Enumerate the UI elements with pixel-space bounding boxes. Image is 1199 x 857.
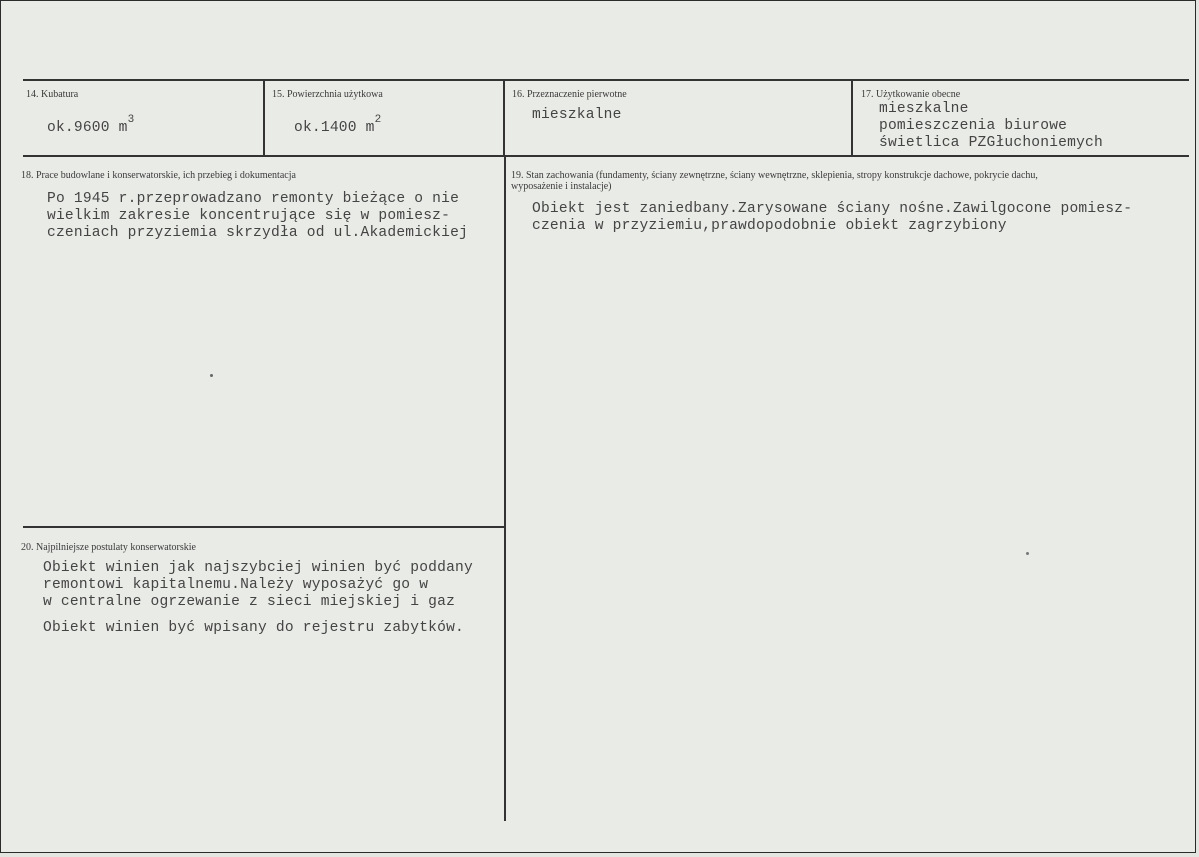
section-20-rule [23,526,504,528]
divider-main [504,156,506,821]
field-19-line-1: Obiekt jest zaniedbany.Zarysowane ściany nośne.Zawilgocone pomiesz- [532,201,1133,217]
speck [1026,552,1029,555]
field-19-line-2: czenia w przyziemiu,prawdopodobnie obiekt zagrzybiony [532,218,1007,234]
field-20-line-1: Obiekt winien jak najszybciej winien być poddany [43,560,473,576]
divider-14-15 [263,80,265,156]
field-18-line-2: wielkim zakresie koncentrujące się w pomiesz- [47,208,451,224]
field-18-line-1: Po 1945 r.przeprowadzano remonty bieżące o nie [47,191,460,207]
field-16-value: mieszkalne [532,107,622,123]
field-17-line-3: świetlica PZGłuchoniemych [879,135,1103,151]
field-16-label: 16. Przeznaczenie pierwotne [512,89,627,100]
field-15-label: 15. Powierzchnia użytkowa [272,89,383,100]
row1-bottom-rule [23,155,1189,157]
kubatura-text: ok.9600 m [47,119,128,136]
speck [210,374,213,377]
field-20-label: 20. Najpilniejsze postulaty konserwatorskie [21,542,196,553]
field-15-value [294,115,381,137]
powierzchnia-exponent: 2 [374,114,382,126]
field-20-line-2: remontowi kapitalnemu.Należy wyposażyć go w [43,577,429,593]
field-20-line-3: w centralne ogrzewanie z sieci miejskiej i gaz [43,594,456,610]
field-18-line-3: czeniach przyziemia skrzydła od ul.Akademickiej [47,225,469,241]
row1-top-rule [23,79,1189,81]
kubatura-exponent: 3 [127,114,135,126]
field-17-line-1: mieszkalne [879,101,969,117]
field-17-label: 17. Użytkowanie obecne [861,89,961,100]
field-14-value [47,115,134,137]
field-20-line-4: Obiekt winien być wpisany do rejestru zabytków. [43,620,465,636]
field-14-label: 14. Kubatura [26,89,79,100]
field-17-line-2: pomieszczenia biurowe [879,118,1068,134]
divider-15-16 [503,80,505,156]
powierzchnia-text: ok.1400 m [294,119,375,136]
divider-16-17 [851,80,853,156]
field-18-label: 18. Prace budowlane i konserwatorskie, ich przebieg i dokumentacja [21,170,296,181]
field-19-label: 19. Stan zachowania (fundamenty, ściany zewnętrzne, ściany wewnętrzne, sklepienia, stropy konstrukcje dachowe, pokrycie dachu, wyposażenie i instalacje) [511,170,1038,192]
